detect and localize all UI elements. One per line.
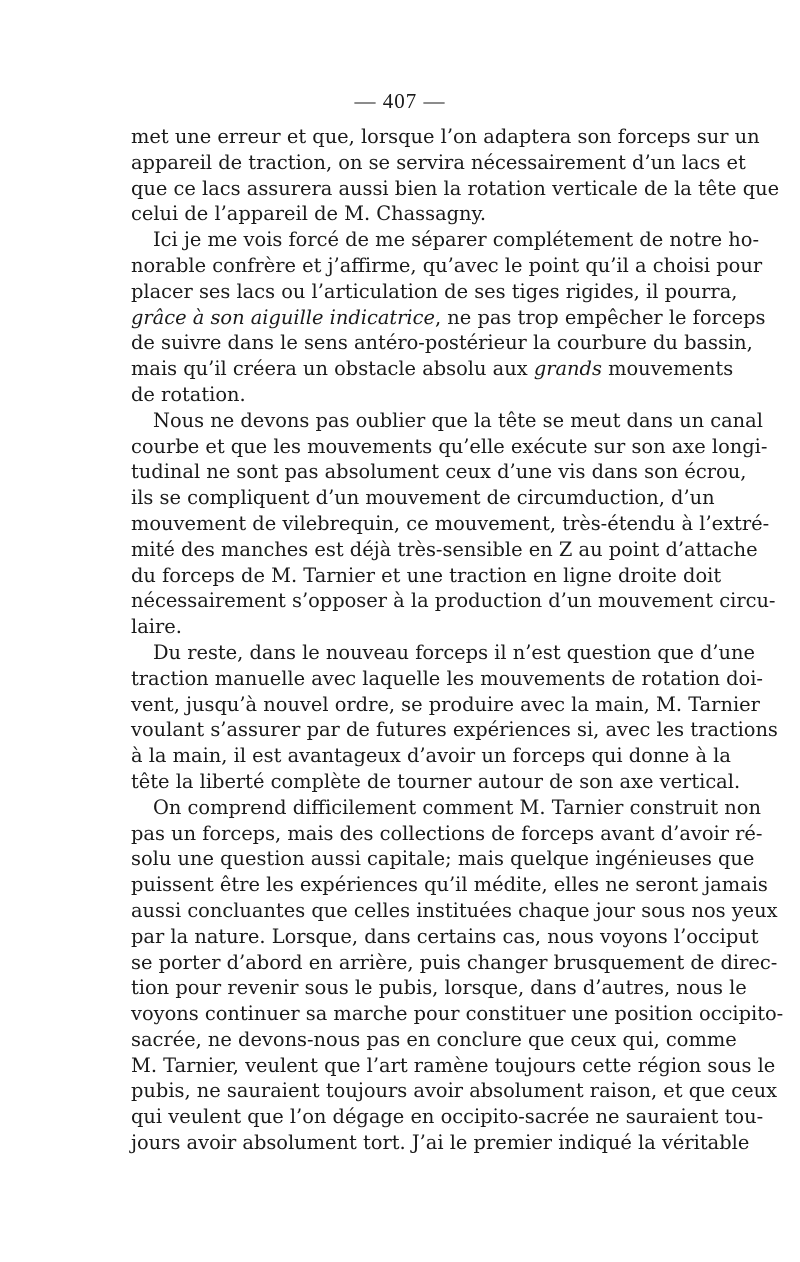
page-number: — 407 — [354, 89, 446, 113]
text-line: puissent être les expériences qu’il médite, elles ne seront jamais [131, 873, 768, 897]
text-line: jours avoir absolument tort. J’ai le premier indiqué la véritable [131, 1131, 750, 1155]
text-line: à la main, il est avantageux d’avoir un forceps qui donne à la [131, 744, 731, 768]
text-line: par la nature. Lorsque, dans certains cas, nous voyons l’occiput [131, 924, 759, 948]
text-line: M. Tarnier, veulent que l’art ramène toujours cette région sous le [131, 1053, 776, 1077]
text-line: Nous ne devons pas oublier que la tête se meut dans un canal [153, 408, 763, 432]
text-line: nécessairement s’opposer à la production d’un mouvement circu- [131, 589, 776, 613]
text-line: de rotation. [131, 382, 246, 406]
text-line [131, 356, 734, 382]
text-line: Ici je me vois forcé de me séparer complétement de notre ho- [153, 228, 759, 252]
text-line: qui veulent que l’on dégage en occipito-sacrée ne sauraient tou- [131, 1105, 764, 1129]
text-line: placer ses lacs ou l’articulation de ses tiges rigides, il pourra, [131, 279, 738, 303]
text-line: solu une question aussi capitale; mais quelque ingénieuses que [131, 847, 755, 871]
text-segment: mouvements [601, 357, 734, 381]
text-line: met une erreur et que, lorsque l’on adaptera son forceps sur un [131, 125, 760, 148]
text-line: pas un forceps, mais des collections de forceps avant d’avoir ré- [131, 821, 763, 845]
text-line: que ce lacs assurera aussi bien la rotation verticale de la tête que [131, 176, 780, 200]
text-line: celui de l’appareil de M. Chassagny. [131, 202, 487, 226]
text-line: tion pour revenir sous le pubis, lorsque, dans d’autres, nous le [131, 976, 747, 1000]
italic-phrase: grâce à son aiguille indicatrice [131, 305, 435, 329]
text-line: norable confrère et j’affirme, qu’avec le point qu’il a choisi pour [131, 253, 763, 277]
text-line: vent, jusqu’à nouvel ordre, se produire avec la main, M. Tarnier [131, 692, 760, 716]
text-line: mité des manches est déjà très-sensible en Z au point d’attache [131, 537, 758, 561]
text-segment: mais qu’il créera un obstacle absolu aux [131, 357, 534, 381]
text-line: voulant s’assurer par de futures expériences si, avec les tractions [131, 718, 778, 742]
text-line: de suivre dans le sens antéro-postérieur la courbure du bassin, [131, 331, 753, 355]
text-line: laire. [131, 615, 182, 639]
text-line: Du reste, dans le nouveau forceps il n’est question que d’une [153, 640, 755, 664]
text-line: courbe et que les mouvements qu’elle exécute sur son axe longi- [131, 434, 768, 458]
text-line: traction manuelle avec laquelle les mouvements de rotation doi- [131, 666, 763, 690]
text-line: appareil de traction, on se servira nécessairement d’un lacs et [131, 150, 746, 174]
text-line: On comprend difficilement comment M. Tarnier construit non [153, 795, 761, 819]
text-line: se porter d’abord en arrière, puis changer brusquement de direc- [131, 950, 778, 974]
text-line: tête la liberté complète de tourner autour de son axe vertical. [131, 769, 741, 793]
text-line: mouvement de vilebrequin, ce mouvement, très-étendu à l’extré- [131, 511, 770, 535]
text-line: du forceps de M. Tarnier et une traction en ligne droite doit [131, 563, 722, 587]
text-line: pubis, ne sauraient toujours avoir absolument raison, et que ceux [131, 1079, 778, 1103]
italic-phrase: grands [533, 357, 602, 381]
text-segment: , ne pas trop empêcher le forceps [434, 305, 766, 329]
text-line: sacrée, ne devons-nous pas en conclure que ceux qui, comme [131, 1027, 737, 1051]
text-line: ils se compliquent d’un mouvement de circumduction, d’un [131, 486, 715, 510]
text-line: voyons continuer sa marche pour constituer une position occipito- [131, 1002, 784, 1026]
body-text [131, 124, 784, 1156]
text-line [131, 305, 766, 331]
text-line: tudinal ne sont pas absolument ceux d’une vis dans son écrou, [131, 460, 747, 484]
text-line: aussi concluantes que celles instituées chaque jour sous nos yeux [131, 898, 778, 922]
